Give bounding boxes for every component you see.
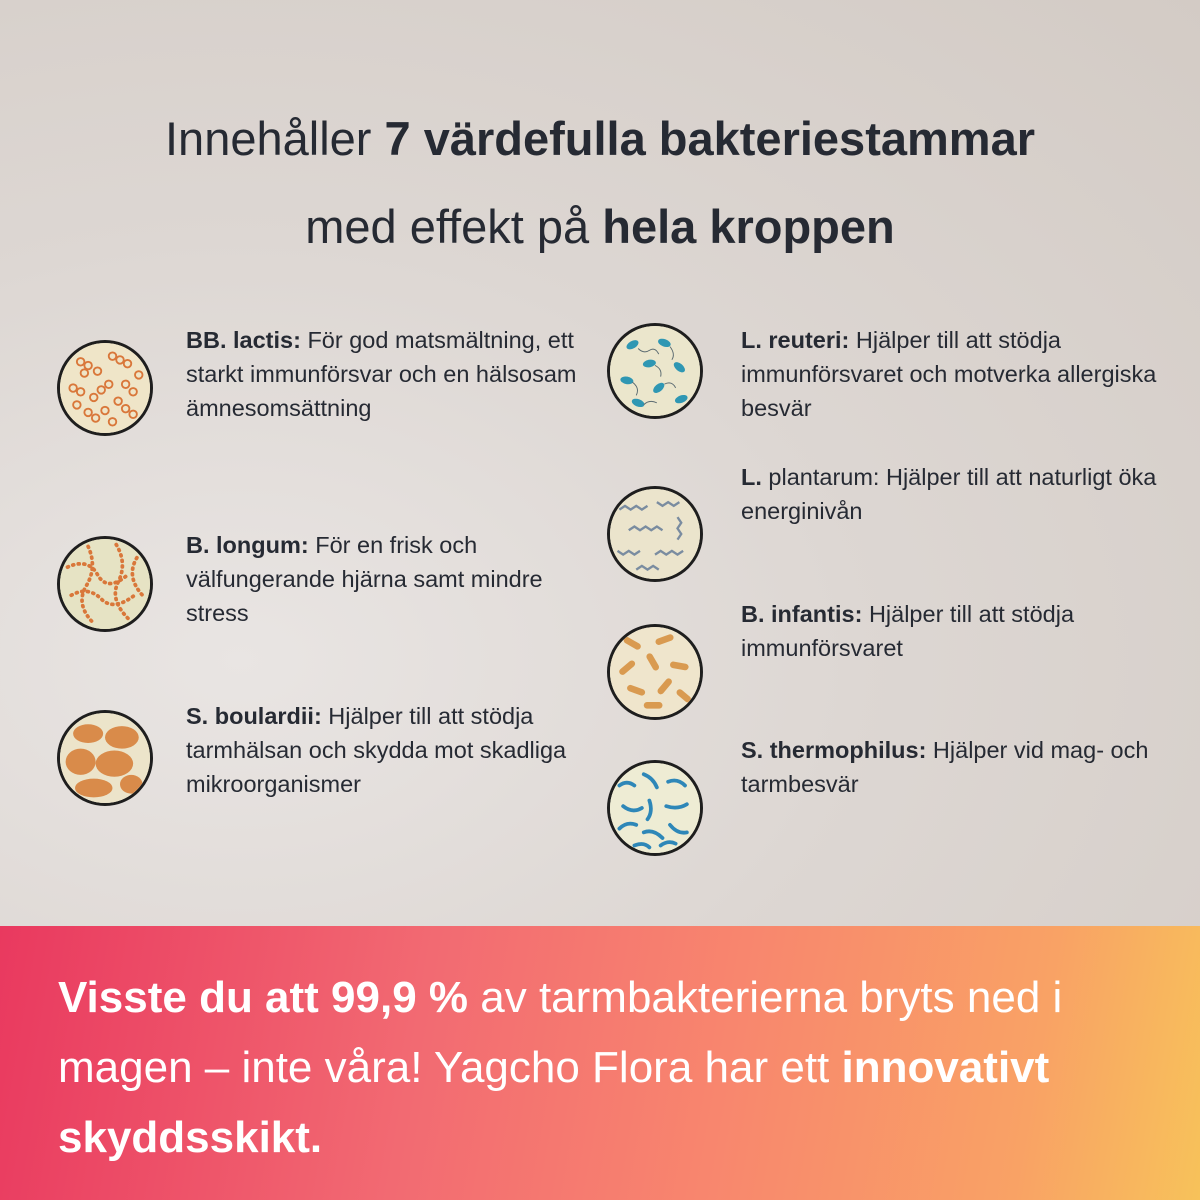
chain-bacteria-icon [57, 536, 153, 632]
yeast-colony-icon [57, 710, 153, 806]
blue-rod-bacteria-icon [607, 760, 703, 856]
strain-description: För god matsmältning, ett starkt immunförsvar och en hälsosam ämnesomsättning [186, 327, 577, 421]
strain-name: S. thermophilus: [741, 737, 927, 763]
strain-text [186, 699, 586, 801]
spiral-bacteria-icon [607, 486, 703, 582]
headline-line-1-regular: Innehåller [165, 112, 385, 165]
headline [0, 95, 1200, 271]
banner-bold-2: innovativt skyddsskikt. [58, 1043, 1050, 1162]
strain-description: Hjälper till att stödja immunförsvaret [741, 601, 1075, 661]
strain-description: Hjälper vid mag- och tarmbesvär [741, 737, 1149, 797]
strain-description: Hjälper till att stödja tarmhälsan och skydda mot skadliga mikroorganismer [186, 703, 567, 797]
banner-regular: av tarmbakterierna bryts ned i magen – inte våra! Yagcho Flora har ett [58, 973, 1063, 1092]
flagellate-bacteria-icon [607, 323, 703, 419]
strain-text [741, 460, 1161, 528]
strain-name: BB. lactis: [186, 327, 301, 353]
strain-description: Hjälper till att stödja immunförsvaret och motverka allergiska besvär [741, 327, 1157, 421]
strain-text [741, 323, 1161, 425]
banner-bold-1: Visste du att 99,9 % [58, 973, 469, 1022]
strain-name: L. reuteri: [741, 327, 850, 353]
strain-name: B. infantis: [741, 601, 863, 627]
rod-bacteria-icon [607, 624, 703, 720]
strain-name: B. longum: [186, 532, 309, 558]
strain-description: plantarum: Hjälper till att naturligt öka energinivån [741, 464, 1157, 524]
strain-name: S. boulardii: [186, 703, 322, 729]
headline-line-1-bold: 7 värdefulla bakteriestammar [384, 112, 1035, 165]
strain-text [186, 323, 586, 425]
info-banner [0, 926, 1200, 1200]
strain-text [741, 597, 1161, 665]
headline-line-2-regular: med effekt på [305, 200, 603, 253]
strain-description: För en frisk och välfungerande hjärna samt mindre stress [186, 532, 543, 626]
strain-text [741, 733, 1161, 801]
headline-line-2 [0, 183, 1200, 271]
headline-line-2-bold: hela kroppen [602, 200, 895, 253]
banner-text [58, 963, 1168, 1173]
strain-text [186, 528, 586, 630]
headline-line-1 [0, 95, 1200, 183]
strain-name: L. [741, 464, 762, 490]
cocci-cluster-icon [57, 340, 153, 436]
